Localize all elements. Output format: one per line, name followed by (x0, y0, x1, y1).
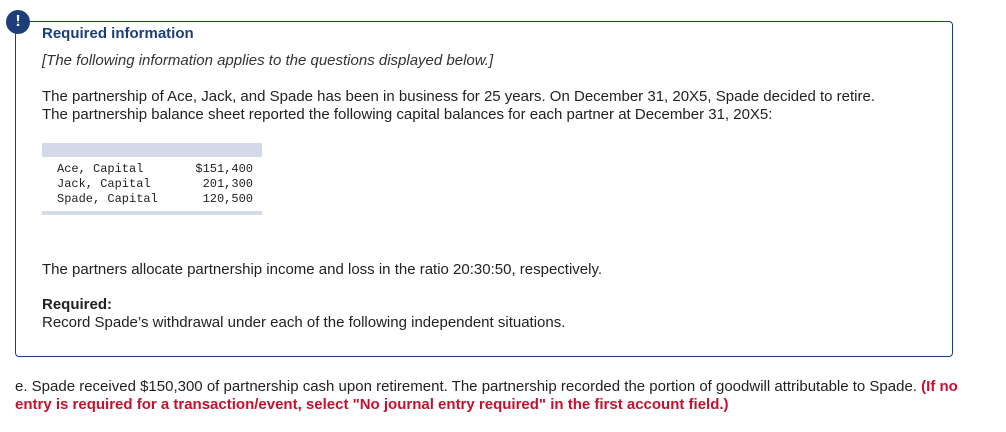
capital-amount: $151,400 (195, 162, 253, 176)
panel-note: [The following information applies to the questions displayed below.] (42, 52, 494, 69)
intro-paragraph: The partnership of Ace, Jack, and Spade has been in business for 25 years. On December 31, 20X5, Spade decided to retire. The partnership balance sheet reported the following capital balances for each partner at December 31, 20X5: (42, 88, 876, 123)
required-text: Record Spade’s withdrawal under each of the following independent situations. (42, 314, 566, 331)
required-label: Required: (42, 296, 113, 313)
capital-amount: 201,300 (202, 177, 253, 191)
ratio-paragraph: The partners allocate partnership income and loss in the ratio 20:30:50, respectively. (42, 261, 603, 278)
question-text: e. Spade received $150,300 of partnership cash upon retirement. The partnership recorded the portion of goodwill attributable to Spade. (15, 378, 917, 395)
capital-balances-table (42, 143, 262, 215)
question-prompt (15, 378, 965, 414)
partner-name: Ace, Capital (57, 162, 144, 176)
panel-heading: Required information (42, 25, 194, 42)
partner-name: Jack, Capital (57, 177, 151, 191)
alert-icon: ! (6, 10, 30, 34)
capital-amount: 120,500 (202, 192, 253, 206)
question-instruction: (If no entry is required for a transaction/event, select "No journal entry required" in the first account field.) (15, 378, 958, 413)
partner-name: Spade, Capital (57, 192, 158, 206)
table-row (42, 177, 262, 192)
table-row (42, 162, 262, 177)
table-row (42, 192, 262, 207)
